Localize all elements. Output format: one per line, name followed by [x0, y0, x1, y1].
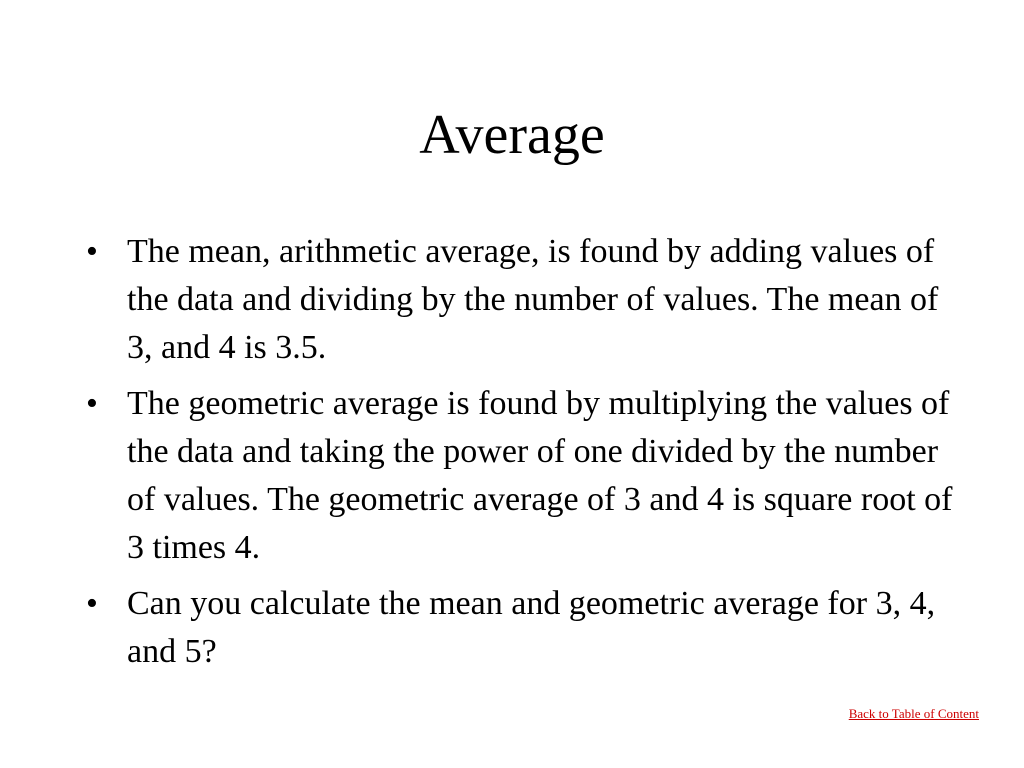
bullet-marker-icon: •: [86, 233, 98, 270]
bullet-text-mean: The mean, arithmetic average, is found by adding values of the data and dividing by the number of values. The mean of 3, and 4 is 3.5.: [127, 233, 939, 366]
bullet-item-mean: [82, 228, 962, 372]
bullet-marker-icon: •: [86, 585, 98, 622]
back-to-toc-link[interactable]: Back to Table of Content: [848, 706, 979, 721]
slide-title: Average: [419, 104, 605, 166]
bullet-list: [82, 228, 962, 684]
bullet-text-geometric: The geometric average is found by multiplying the values of the data and taking the power of one divided by the number of values. The geometric average of 3 and 4 is square root of 3 times 4.: [127, 385, 953, 566]
bullet-marker-icon: •: [86, 385, 98, 422]
bullet-item-geometric: [82, 380, 962, 572]
bullet-item-question: [82, 580, 962, 676]
bullet-text-question: Can you calculate the mean and geometric average for 3, 4, and 5?: [127, 585, 936, 670]
